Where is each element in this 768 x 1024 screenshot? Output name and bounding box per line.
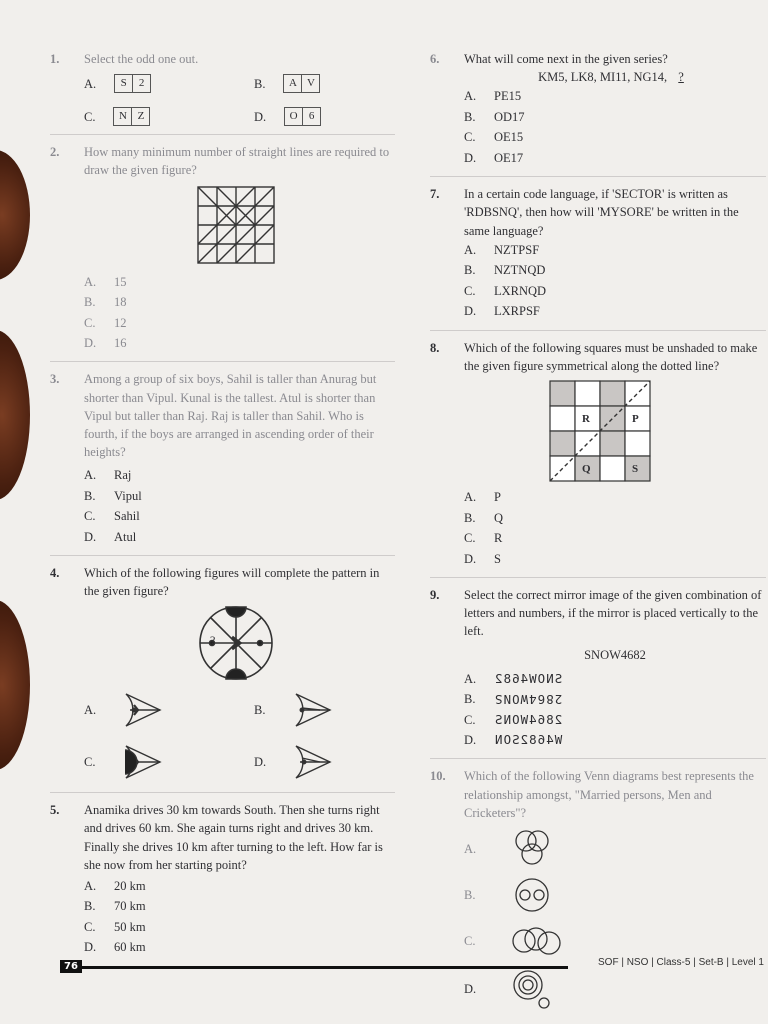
question-5 <box>50 801 395 958</box>
option-b[interactable]: B. NZTNQD <box>464 263 546 278</box>
venn-a <box>508 827 558 871</box>
question-9 <box>430 586 766 751</box>
question-text: Anamika drives 30 km towards South. Then she turns right and drives 60 km. She again turns right and drives 30 km. Finally she drives 10 km after turning to the left. How far is she now from her starting point? <box>84 803 383 872</box>
option-a[interactable]: A. <box>464 826 766 872</box>
option-a[interactable]: A. Raj <box>84 468 132 483</box>
footer-text: SOF | NSO | Class-5 | Set-B | Level 1 <box>598 957 764 968</box>
question-number: 2. <box>50 145 60 160</box>
missing-piece-marker: ? <box>210 633 216 648</box>
option-a[interactable]: A. <box>84 688 254 732</box>
option-d[interactable]: D. W4682SON <box>464 732 563 748</box>
question-7 <box>430 185 766 321</box>
circle-pattern-figure <box>50 604 395 682</box>
question-number: 9. <box>430 587 440 602</box>
option-c[interactable]: C. LXRNQD <box>464 283 547 298</box>
divider <box>430 330 766 331</box>
grid-lines-figure <box>50 183 395 267</box>
option-c[interactable]: C. Sahil <box>84 509 140 524</box>
option-b[interactable]: B. <box>464 872 766 918</box>
cell-p-label: P <box>632 412 639 425</box>
cell-r-label: R <box>582 412 590 425</box>
combination-word: SNOW4682 <box>584 648 646 663</box>
question-text: Which of the following figures will complete the pattern in the given figure? <box>84 566 380 599</box>
divider <box>430 758 766 759</box>
divider <box>50 792 395 793</box>
thumb-shadow <box>0 150 30 280</box>
cell-q-label: Q <box>582 462 591 475</box>
question-text: Select the odd one out. <box>84 52 199 66</box>
question-6 <box>430 50 766 168</box>
option-d[interactable]: D. Atul <box>84 529 137 544</box>
finger-shadow-lower <box>0 600 30 770</box>
option-b[interactable]: B. Q <box>464 510 504 525</box>
option-c[interactable]: C. <box>84 740 254 784</box>
question-text: In a certain code language, if 'SECTOR' is written as 'RDBSNQ', then how will 'MYSORE' be written in the same language? <box>464 187 739 238</box>
divider <box>50 134 395 135</box>
option-c[interactable]: C. 50 km <box>84 919 146 934</box>
option-b[interactable]: B. Vipul <box>84 488 142 503</box>
question-number: 3. <box>50 372 60 387</box>
option-b-figure <box>292 688 336 732</box>
divider <box>430 176 766 177</box>
option-c-figure <box>122 740 166 784</box>
footer-rule <box>60 966 568 969</box>
option-c[interactable]: C. N Z <box>84 107 254 126</box>
option-b[interactable]: B. OD17 <box>464 109 525 124</box>
series-blank: ? <box>678 70 684 85</box>
page-footer <box>30 957 768 974</box>
question-text: How many minimum number of straight lines are required to draw the given figure? <box>84 145 390 178</box>
option-b[interactable]: B. <box>254 688 424 732</box>
left-column <box>50 50 395 958</box>
option-d-figure <box>292 740 336 784</box>
question-2 <box>50 143 395 353</box>
series-line: KM5, LK8, MI11, NG14, ? <box>464 68 766 86</box>
question-number: 8. <box>430 340 440 355</box>
question-1 <box>50 50 395 126</box>
right-column <box>430 50 766 1014</box>
option-a[interactable]: A. NZTPSF <box>464 242 540 257</box>
option-d[interactable]: D. O 6 <box>254 107 424 126</box>
venn-c <box>508 919 568 963</box>
question-number: 4. <box>50 566 60 580</box>
option-a[interactable]: A. PE15 <box>464 89 522 104</box>
option-b[interactable]: B. A V <box>254 74 424 93</box>
option-c[interactable]: C. 2864WONS <box>464 711 563 727</box>
option-b[interactable]: B. 2864WONS <box>464 692 563 708</box>
option-d[interactable]: D. <box>254 740 424 784</box>
divider <box>50 555 395 556</box>
question-3 <box>50 370 395 547</box>
option-a[interactable]: A. P <box>464 490 501 505</box>
question-number: 5. <box>50 803 60 818</box>
question-number: 10. <box>430 769 446 784</box>
divider <box>50 361 395 362</box>
option-c[interactable]: C. 12 <box>84 315 127 330</box>
question-number: 6. <box>430 52 440 66</box>
option-a[interactable]: A. S 2 <box>84 74 254 93</box>
venn-b <box>508 873 558 917</box>
question-8 <box>430 339 766 569</box>
page-number: 76 <box>60 960 82 973</box>
symmetry-grid-figure <box>430 379 766 483</box>
question-text: Which of the following Venn diagrams best represents the relationship amongst, "Married persons, Men and Cricketers"? <box>464 769 754 820</box>
option-d[interactable]: D. <box>464 964 766 1014</box>
cell-s-label: S <box>632 462 639 475</box>
option-d[interactable]: D. 16 <box>84 336 127 351</box>
question-text: What will come next in the given series? <box>464 52 668 66</box>
option-a[interactable]: A. 15 <box>84 274 127 289</box>
option-d[interactable]: D. S <box>464 551 501 566</box>
option-a[interactable]: A. SNOW4682 <box>464 670 563 686</box>
option-c[interactable]: C. <box>464 918 766 964</box>
option-d[interactable]: D. 60 km <box>84 940 146 955</box>
option-b[interactable]: B. 70 km <box>84 899 146 914</box>
question-text: Among a group of six boys, Sahil is taller than Anurag but shorter than Vipul. Kunal is the tallest. Atul is shorter than Vipul but taller than Raj. Raj is taller than Sahil. Who is fourth, if the boys are arranged in ascending order of their heights? <box>84 372 377 459</box>
question-number: 1. <box>50 52 60 66</box>
question-4 <box>50 564 395 784</box>
option-a[interactable]: A. 20 km <box>84 878 146 893</box>
question-10 <box>430 767 766 1013</box>
divider <box>430 577 766 578</box>
option-a-figure <box>122 688 166 732</box>
question-text: Which of the following squares must be unshaded to make the given figure symmetrical along the dotted line? <box>464 340 758 373</box>
finger-shadow <box>0 330 30 500</box>
question-text: Select the correct mirror image of the given combination of letters and numbers, if the mirror is placed vertically to the left. <box>464 587 762 639</box>
option-c[interactable]: C. OE15 <box>464 130 524 145</box>
option-b[interactable]: B. 18 <box>84 295 127 310</box>
question-number: 7. <box>430 187 440 202</box>
option-d[interactable]: D. OE17 <box>464 150 524 165</box>
option-d[interactable]: D. LXRPSF <box>464 304 540 319</box>
option-c[interactable]: C. R <box>464 531 503 546</box>
